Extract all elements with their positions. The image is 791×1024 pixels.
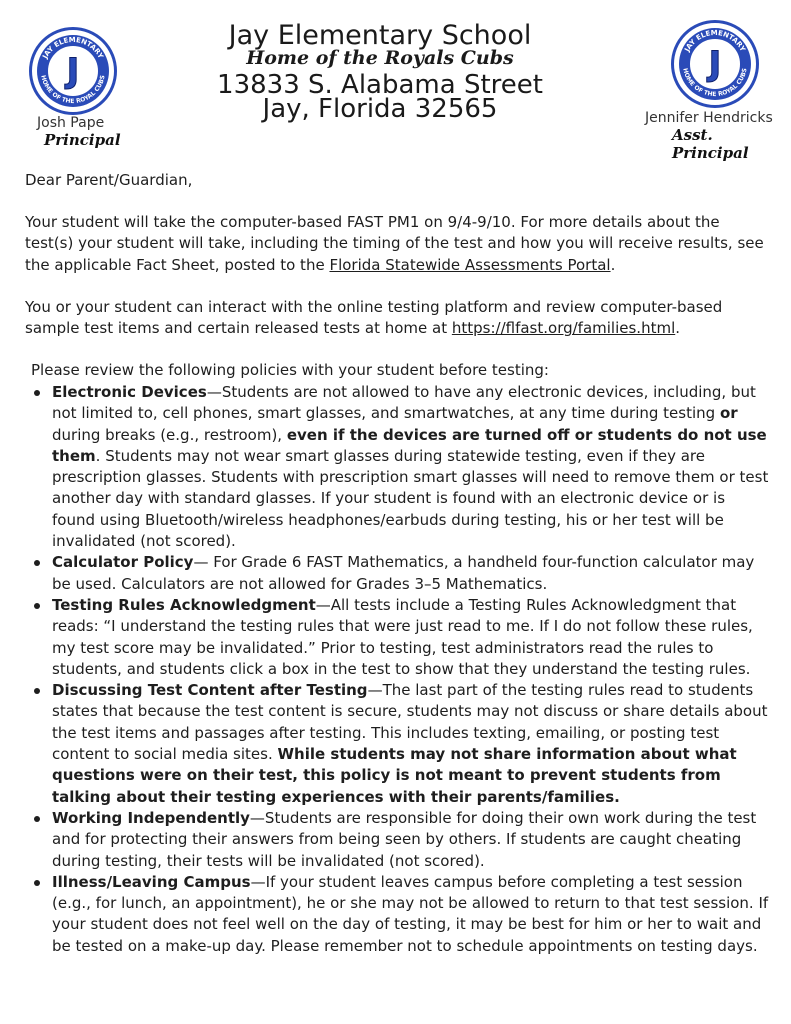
policy-text: —Students are not allowed to have any electronic devices, including, but not limited to, cell phones, smart glasses, and smartwatches, at any time during testing [52,383,756,423]
policy-text: —All tests include a Testing Rules Acknowledgment that reads: “I understand the testing rules that were just read to me. If I do not follow these rules, my test score may be invalidated.” Prior to testing, test administrators read the rules to students, and students click a box in the test to show that they understand the testing rules. [52,595,753,678]
seal-ring-text [32,30,114,112]
school-motto: Home of the Royals Cubs [246,47,514,69]
para2-text: You or your student can interact with the online testing platform and review computer-based sample test items and certain released tests at home at [25,298,723,338]
policy-emphasis: or [719,404,738,423]
principal-title: Principal [44,131,121,149]
paragraph-test-info [25,212,770,276]
policy-title: Discussing Test Content after Testing [52,681,368,700]
school-seal-right [671,20,759,108]
policy-title: Illness/Leaving Campus [52,872,251,891]
svg-text:HOME OF THE ROYAL CUBS [39,75,106,105]
svg-text:JAY ELEMENTARY [41,36,105,61]
school-seal-left [29,27,117,115]
policies-intro: Please review the following policies with your student before testing: [31,361,549,379]
policy-text: — For Grade 6 FAST Mathematics, a handheld four-function calculator may be used. Calculators are not allowed for Grades 3–5 Mathematics. [52,553,755,593]
seal-ring-text [674,23,756,105]
policy-working-independently [52,808,770,872]
principal-name: Josh Pape [37,115,105,131]
seal-bottom-text: HOME OF THE ROYAL CUBS [681,67,749,99]
school-name: Jay Elementary School [228,20,532,51]
policy-title: Testing Rules Acknowledgment [52,595,316,614]
policy-calculator [52,552,770,595]
policy-emphasis: While students may not share information about what questions were on their test, this policy is not meant to prevent students from talking about their testing experiences with their parents/families. [52,745,737,806]
policy-text: during breaks (e.g., restroom), [52,425,287,444]
policy-title: Electronic Devices [52,383,207,401]
policy-electronic-devices [52,382,770,552]
svg-text:HOME OF THE ROYAL CUBS [681,68,748,98]
policy-title: Working Independently [52,808,250,827]
seal-letter: J [708,44,722,84]
greeting: Dear Parent/Guardian, [25,171,193,189]
seal-letter: J [66,51,80,91]
policy-emphasis: even if the devices are turned off or students do not use them [52,425,767,465]
school-street: 13833 S. Alabama Street [217,70,543,100]
seal-top-text: JAY ELEMENTARY [41,35,105,60]
seal-top-text: JAY ELEMENTARY [683,28,747,53]
para1-end: . [610,255,616,274]
asst-principal-title: Asst. Principal [672,126,749,162]
policy-discussing-content [52,680,770,808]
asst-principal-name: Jennifer Hendricks [645,110,773,126]
policy-illness-leaving [52,872,770,957]
policy-testing-rules [52,595,770,680]
para2-end: . [675,319,681,338]
policy-text: —If your student leaves campus before completing a test session (e.g., for lunch, an appointment), he or she may not be allowed to return to that test session. If your student does not feel well on the day of testing, it may be best for him or her to wait and be tested on a make-up day. Please remember not to schedule appointments on testing days. [52,872,769,955]
policy-title: Calculator Policy [52,553,194,572]
policy-text: —The last part of the testing rules read to students states that because the test content is secure, students may not discuss or share details about the test items and passages after testing. This includes texting, emailing, or posting test content to social media sites. [52,681,768,764]
policy-text: —Students are responsible for doing their own work during the test and for protecting their answers from being seen by others. If students are caught cheating during testing, their tests will be invalidated (not scored). [52,808,757,870]
assessments-portal-link[interactable]: Florida Statewide Assessments Portal [329,255,611,274]
school-city: Jay, Florida 32565 [262,94,498,124]
families-link[interactable]: https://flfast.org/families.html [451,319,676,338]
seal-bottom-text: HOME OF THE ROYAL CUBS [39,74,107,106]
policies-list [25,382,770,957]
policy-text: . Students may not wear smart glasses during statewide testing, even if they are prescription glasses. Students with prescription smart glasses will need to remove them or test another day with standard glasses. If your student is found with an electronic device or is found using Bluetooth/wireless headphones/earbuds during testing, his or her test will be invalidated (not scored). [52,446,769,551]
para1-text: Your student will take the computer-based FAST PM1 on 9/4-9/10. For more details about the test(s) your student will take, including the timing of the test and how you will receive results, see the applicable Fact Sheet, posted to the [25,213,764,274]
paragraph-practice-info [25,297,770,340]
svg-text:JAY ELEMENTARY [683,29,747,54]
